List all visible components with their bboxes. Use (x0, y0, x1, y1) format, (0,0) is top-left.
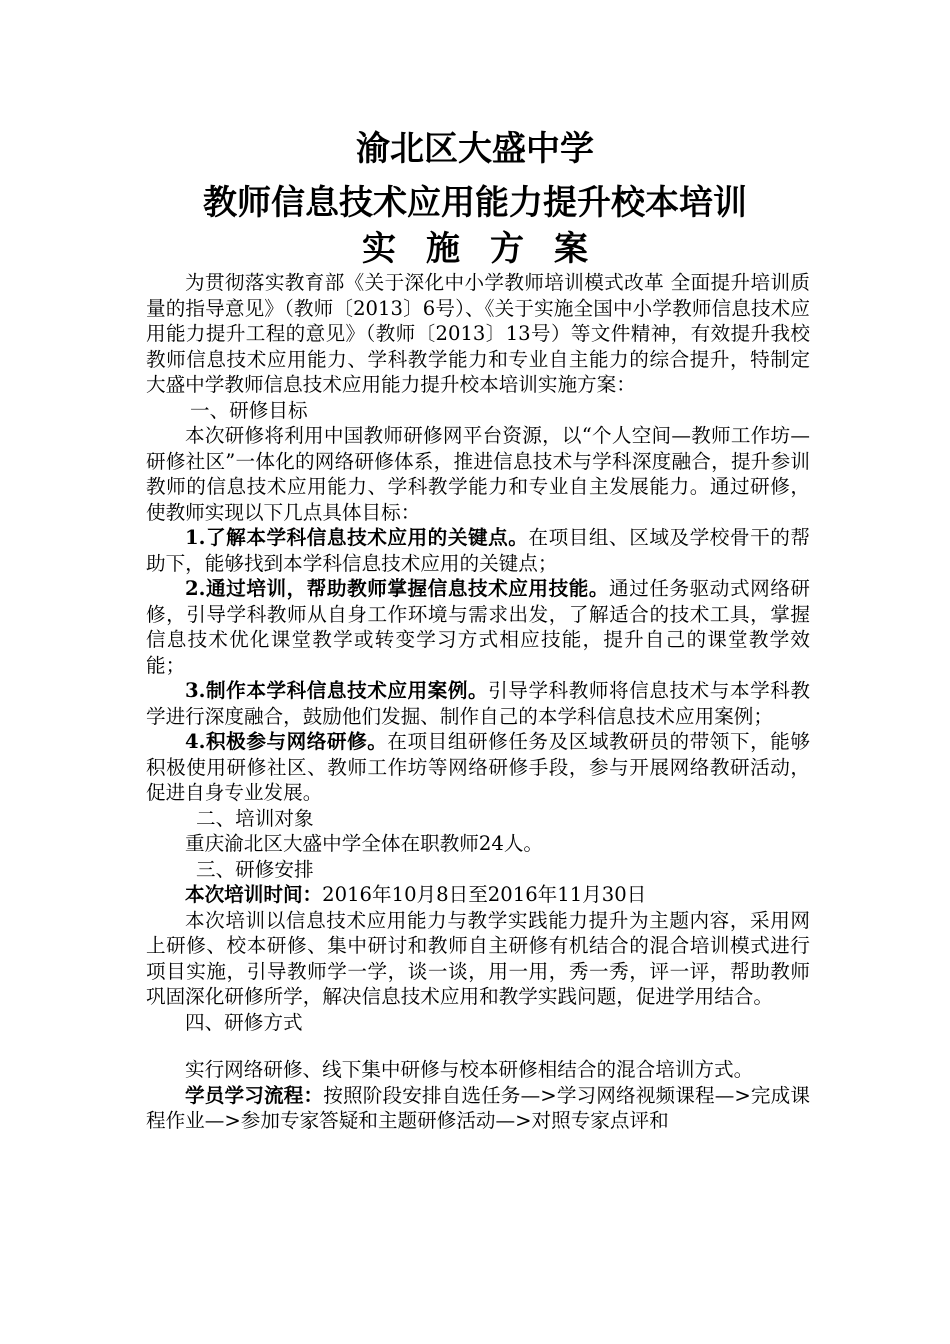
title-program: 教师信息技术应用能力提升校本培训 (203, 183, 747, 223)
document-body (146, 270, 810, 1134)
training-time-value: 2016年10月8日至2016年11月30日 (322, 883, 647, 906)
intro-paragraph: 为贯彻落实教育部《关于深化中小学教师培训模式改革 全面提升培训质量的指导意见》（教师〔2013〕6号）、《关于实施全国中小学教师信息技术应用能力提升工程的意见》（教师〔2013〕13号）等文件精神，有效提升我校教师信息技术应用能力、学科教学能力和专业自主能力的综合提升，特制定大盛中学教师信息技术应用能力提升校本培训实施方案： (146, 271, 810, 396)
section2-heading: 二、培训对象 (196, 806, 314, 830)
training-time-label: 本次培训时间： (185, 883, 323, 906)
learning-flow-text: 按照阶段安排自选任务—>学习网络视频课程—>完成课程作业—>参加专家答疑和主题研修活动—>对照专家点评和 (146, 1083, 811, 1132)
goal-title: 3.制作本学科信息技术应用案例。 (185, 679, 489, 702)
title-school: 渝北区大盛中学 (356, 129, 594, 169)
goal-text: 在项目组研修任务及区域教研员的带领下，能够积极使用研修社区、教师工作坊等网络研修手段，参与开展网络教研活动，促进自身专业发展。 (146, 730, 810, 804)
goal-item (146, 576, 810, 678)
spacer (146, 1035, 810, 1057)
goal-title: 2.通过培训，帮助教师掌握信息技术应用技能。 (185, 577, 610, 600)
goal-text: 通过任务驱动式网络研修，引导学科教师从自身工作环境与需求出发，了解适合的技术工具，掌握信息技术优化课堂教学或转变学习方式相应技能，提升自己的课堂教学效能； (146, 577, 810, 677)
goal-title: 1.了解本学科信息技术应用的关键点。 (185, 526, 529, 549)
goal-item (146, 525, 810, 576)
goal-title: 4.积极参与网络研修。 (185, 730, 388, 753)
learning-flow-label: 学员学习流程： (185, 1083, 324, 1107)
section1-intro: 本次研修将利用中国教师研修网平台资源，以“个人空间—教师工作坊—研修社区”一体化的网络研修体系，推进信息技术与学科深度融合，提升参训教师的信息技术应用能力、学科教学能力和专业自主发展能力。通过研修，使教师实现以下几点具体目标： (146, 424, 810, 524)
section1-heading: 一、研修目标 (190, 398, 308, 422)
section4-heading: 四、研修方式 (185, 1010, 303, 1034)
training-time (146, 882, 810, 908)
learning-flow (146, 1083, 810, 1134)
section3-heading: 三、研修安排 (196, 857, 314, 881)
title-plan: 实施方案 (362, 229, 618, 269)
section3-text: 本次培训以信息技术应用能力与教学实践能力提升为主题内容，采用网上研修、校本研修、集中研讨和教师自主研修有机结合的混合培训模式进行项目实施，引导教师学一学，谈一谈，用一用，秀一秀，评一评，帮助教师巩固深化研修所学，解决信息技术应用和教学实践问题，促进学用结合。 (146, 908, 810, 1008)
section4-text: 实行网络研修、线下集中研修与校本研修相结合的混合培训方式。 (185, 1058, 754, 1081)
goal-text: 引导学科教师将信息技术与本学科教学进行深度融合，鼓励他们发掘、制作自己的本学科信息技术应用案例； (146, 679, 810, 728)
goal-text: 在项目组、区域及学校骨干的帮助下，能够找到本学科信息技术应用的关键点； (146, 526, 810, 575)
goal-item (146, 729, 810, 806)
goal-item (146, 678, 810, 729)
section2-text: 重庆渝北区大盛中学全体在职教师24人。 (185, 832, 544, 855)
